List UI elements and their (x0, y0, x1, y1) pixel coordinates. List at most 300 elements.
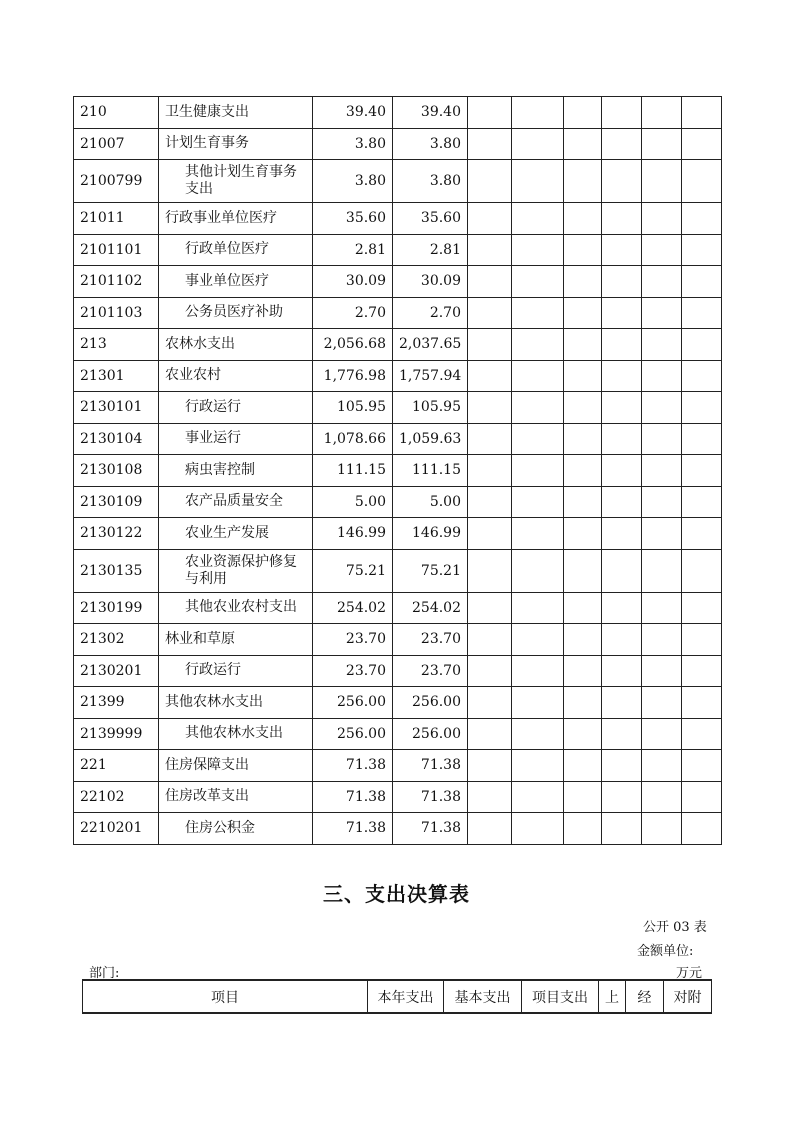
empty-cell (564, 360, 602, 392)
header-operating: 经 (626, 980, 664, 1013)
empty-cell (468, 518, 512, 550)
header-subsidy: 对附 (664, 980, 712, 1013)
empty-cell (642, 160, 682, 203)
row-amount-total (313, 128, 393, 160)
row-amount-basic-text: 2.70 (429, 304, 461, 321)
row-name-text: 住房公积金 (185, 819, 255, 836)
row-name-text: 事业单位医疗 (185, 272, 269, 289)
row-amount-total (313, 234, 393, 266)
row-amount-total-text: 5.00 (354, 493, 386, 510)
row-amount-basic (393, 455, 468, 487)
table-row (74, 687, 722, 719)
row-code-text: 2130104 (80, 430, 143, 447)
row-name (159, 549, 313, 592)
section-title: 三、支出决算表 (323, 882, 470, 906)
empty-cell (564, 549, 602, 592)
empty-cell (512, 297, 564, 329)
row-code (74, 329, 159, 361)
row-code-text: 210 (80, 104, 107, 121)
header-row (83, 980, 712, 1013)
empty-cell (602, 203, 642, 235)
row-name-text: 卫生健康支出 (165, 103, 249, 120)
table-row (74, 160, 722, 203)
row-amount-total (313, 813, 393, 845)
empty-cell (602, 781, 642, 813)
table-row (74, 624, 722, 656)
table-row (74, 203, 722, 235)
empty-cell (602, 549, 642, 592)
empty-cell (682, 750, 722, 782)
row-name-text: 农业生产发展 (185, 524, 269, 541)
row-code-text: 2130201 (80, 662, 143, 679)
row-code (74, 392, 159, 424)
empty-cell (642, 518, 682, 550)
empty-cell (682, 455, 722, 487)
row-amount-total-text: 23.70 (345, 631, 386, 648)
empty-cell (564, 518, 602, 550)
empty-cell (564, 203, 602, 235)
row-amount-total (313, 423, 393, 455)
empty-cell (602, 329, 642, 361)
row-amount-total-text: 2.81 (354, 241, 386, 258)
empty-cell (682, 128, 722, 160)
empty-cell (642, 655, 682, 687)
row-code-text: 2130109 (80, 493, 143, 510)
empty-cell (642, 687, 682, 719)
row-code (74, 234, 159, 266)
row-name (159, 97, 313, 129)
empty-cell (602, 160, 642, 203)
empty-cell (512, 392, 564, 424)
empty-cell (468, 329, 512, 361)
row-name (159, 687, 313, 719)
empty-cell (682, 624, 722, 656)
row-amount-basic (393, 486, 468, 518)
row-amount-basic-text: 2,037.65 (399, 336, 462, 353)
empty-cell (564, 750, 602, 782)
empty-cell (468, 655, 512, 687)
row-code-text: 221 (80, 757, 107, 774)
row-amount-total (313, 486, 393, 518)
empty-cell (468, 750, 512, 782)
row-code (74, 549, 159, 592)
empty-cell (564, 486, 602, 518)
empty-cell (468, 423, 512, 455)
row-amount-total (313, 392, 393, 424)
row-amount-basic-text: 1,757.94 (399, 367, 462, 384)
table-row (74, 718, 722, 750)
empty-cell (602, 128, 642, 160)
row-name (159, 486, 313, 518)
empty-cell (602, 718, 642, 750)
unit-value: 万元 (676, 966, 703, 981)
department-label: 部门: (89, 966, 120, 981)
row-code-text: 2130199 (80, 599, 143, 616)
row-amount-total-text: 2,056.68 (323, 336, 386, 353)
row-amount-total (313, 266, 393, 298)
row-code (74, 360, 159, 392)
empty-cell (602, 518, 642, 550)
row-amount-basic-text: 30.09 (420, 273, 461, 290)
empty-cell (602, 392, 642, 424)
empty-cell (512, 687, 564, 719)
row-amount-total-text: 3.80 (354, 173, 386, 189)
empty-cell (642, 549, 682, 592)
empty-cell (564, 423, 602, 455)
empty-cell (468, 455, 512, 487)
empty-cell (468, 718, 512, 750)
empty-cell (468, 592, 512, 624)
row-amount-basic (393, 549, 468, 592)
header-basic: 基本支出 (444, 980, 522, 1013)
row-name-text: 其他农林水支出 (185, 725, 283, 742)
empty-cell (682, 97, 722, 129)
row-name (159, 592, 313, 624)
row-amount-basic-text: 256.00 (412, 694, 461, 711)
row-code (74, 423, 159, 455)
empty-cell (564, 329, 602, 361)
row-name (159, 518, 313, 550)
empty-cell (468, 549, 512, 592)
table-row (74, 813, 722, 845)
row-name (159, 203, 313, 235)
row-amount-total (313, 518, 393, 550)
row-code-text: 2130101 (80, 399, 143, 416)
row-code-text: 2101101 (80, 241, 143, 258)
row-amount-basic (393, 592, 468, 624)
row-code (74, 297, 159, 329)
empty-cell (564, 97, 602, 129)
empty-cell (512, 203, 564, 235)
row-code (74, 455, 159, 487)
row-name-text: 住房保障支出 (165, 756, 249, 773)
row-code-text: 21302 (80, 631, 125, 648)
empty-cell (468, 234, 512, 266)
row-amount-basic (393, 781, 468, 813)
row-amount-basic-text: 23.70 (420, 662, 461, 679)
row-amount-total (313, 750, 393, 782)
row-code-text: 2101102 (80, 273, 143, 290)
row-name (159, 750, 313, 782)
empty-cell (512, 750, 564, 782)
empty-cell (564, 592, 602, 624)
empty-cell (642, 455, 682, 487)
empty-cell (602, 423, 642, 455)
row-code (74, 813, 159, 845)
row-amount-basic-text: 105.95 (412, 399, 461, 416)
empty-cell (468, 813, 512, 845)
empty-cell (564, 392, 602, 424)
row-name-text: 住房改革支出 (165, 788, 249, 805)
empty-cell (642, 392, 682, 424)
empty-cell (602, 750, 642, 782)
empty-cell (642, 203, 682, 235)
row-amount-total-text: 71.38 (345, 788, 386, 805)
empty-cell (512, 128, 564, 160)
row-amount-basic-text: 146.99 (412, 525, 461, 542)
row-amount-total-text: 75.21 (345, 562, 386, 579)
table-row (74, 234, 722, 266)
table-row (74, 266, 722, 298)
empty-cell (682, 592, 722, 624)
row-name-text: 计划生育事务 (165, 135, 249, 152)
empty-cell (602, 455, 642, 487)
empty-cell (642, 266, 682, 298)
row-amount-basic-text: 23.70 (420, 631, 461, 648)
table-row (74, 392, 722, 424)
row-amount-total (313, 549, 393, 592)
empty-cell (468, 624, 512, 656)
row-code (74, 486, 159, 518)
empty-cell (642, 128, 682, 160)
row-amount-total-text: 146.99 (337, 525, 386, 542)
row-amount-basic (393, 423, 468, 455)
row-name (159, 781, 313, 813)
row-name (159, 624, 313, 656)
table-row (74, 750, 722, 782)
row-name-text: 公务员医疗补助 (185, 304, 283, 321)
empty-cell (564, 813, 602, 845)
header-project: 项目支出 (522, 980, 599, 1013)
row-code (74, 687, 159, 719)
row-amount-total (313, 624, 393, 656)
empty-cell (468, 360, 512, 392)
row-code (74, 592, 159, 624)
row-amount-basic-text: 71.38 (420, 757, 461, 774)
row-name (159, 813, 313, 845)
row-amount-total (313, 203, 393, 235)
row-amount-total (313, 160, 393, 203)
row-amount-basic (393, 687, 468, 719)
row-code-text: 21011 (80, 210, 125, 227)
row-name-text: 农林水支出 (165, 335, 235, 352)
empty-cell (602, 655, 642, 687)
row-name-text: 行政运行 (185, 398, 241, 415)
row-amount-basic-text: 3.80 (429, 173, 461, 189)
empty-cell (642, 486, 682, 518)
empty-cell (602, 234, 642, 266)
table-row (74, 518, 722, 550)
empty-cell (564, 128, 602, 160)
empty-cell (468, 97, 512, 129)
row-amount-basic-text: 256.00 (412, 725, 461, 742)
row-name (159, 329, 313, 361)
row-amount-total-text: 35.60 (345, 210, 386, 227)
row-name-text: 林业和草原 (165, 630, 235, 647)
empty-cell (682, 687, 722, 719)
empty-cell (602, 687, 642, 719)
empty-cell (468, 486, 512, 518)
empty-cell (682, 549, 722, 592)
row-amount-basic-text: 254.02 (412, 599, 461, 616)
row-code (74, 203, 159, 235)
row-amount-basic (393, 97, 468, 129)
empty-cell (468, 160, 512, 203)
empty-cell (468, 297, 512, 329)
row-amount-basic-text: 5.00 (429, 493, 461, 510)
row-code (74, 781, 159, 813)
empty-cell (512, 97, 564, 129)
empty-cell (682, 486, 722, 518)
empty-cell (512, 486, 564, 518)
table-row (74, 97, 722, 129)
table-row (74, 455, 722, 487)
row-code-text: 2130135 (80, 562, 143, 579)
empty-cell (682, 655, 722, 687)
empty-cell (564, 297, 602, 329)
empty-cell (682, 160, 722, 203)
empty-cell (602, 624, 642, 656)
table-row (74, 423, 722, 455)
empty-cell (468, 266, 512, 298)
row-amount-basic (393, 203, 468, 235)
row-amount-total (313, 297, 393, 329)
row-amount-basic-text: 39.40 (420, 104, 461, 121)
row-amount-total (313, 592, 393, 624)
empty-cell (642, 329, 682, 361)
empty-cell (602, 360, 642, 392)
empty-cell (564, 624, 602, 656)
row-code-text: 2100799 (80, 173, 143, 189)
row-name (159, 392, 313, 424)
table-row (74, 128, 722, 160)
row-amount-basic (393, 297, 468, 329)
empty-cell (642, 718, 682, 750)
row-amount-basic (393, 624, 468, 656)
row-code (74, 97, 159, 129)
row-code (74, 266, 159, 298)
table-row (74, 549, 722, 592)
row-amount-basic-text: 75.21 (420, 562, 461, 579)
row-amount-total-text: 111.15 (337, 462, 386, 479)
row-amount-basic-text: 111.15 (412, 462, 461, 479)
empty-cell (682, 718, 722, 750)
table-row (74, 329, 722, 361)
row-amount-basic-text: 71.38 (420, 820, 461, 837)
row-amount-basic (393, 329, 468, 361)
header-this-year: 本年支出 (368, 980, 444, 1013)
row-amount-basic (393, 655, 468, 687)
row-code (74, 624, 159, 656)
row-amount-basic (393, 360, 468, 392)
row-amount-total (313, 718, 393, 750)
row-code-text: 2210201 (80, 820, 143, 837)
empty-cell (564, 781, 602, 813)
row-amount-basic (393, 160, 468, 203)
row-name-text: 行政事业单位医疗 (165, 209, 277, 226)
empty-cell (602, 266, 642, 298)
unit-label: 金额单位: (637, 944, 694, 959)
header-item: 项目 (83, 980, 368, 1013)
row-amount-basic-text: 2.81 (429, 241, 461, 258)
table-row (74, 297, 722, 329)
row-amount-total-text: 30.09 (345, 273, 386, 290)
row-amount-total-text: 256.00 (337, 694, 386, 711)
empty-cell (682, 266, 722, 298)
empty-cell (512, 518, 564, 550)
row-amount-total-text: 3.80 (354, 135, 386, 152)
row-name-text: 农产品质量安全 (185, 493, 283, 510)
empty-cell (512, 234, 564, 266)
expenditure-header-table (82, 979, 712, 1014)
empty-cell (682, 297, 722, 329)
row-amount-total (313, 781, 393, 813)
empty-cell (512, 624, 564, 656)
row-name (159, 455, 313, 487)
empty-cell (564, 234, 602, 266)
row-amount-basic (393, 718, 468, 750)
row-code-text: 213 (80, 336, 107, 353)
table-body (74, 97, 722, 845)
row-name (159, 160, 313, 203)
empty-cell (512, 655, 564, 687)
empty-cell (512, 160, 564, 203)
row-name (159, 297, 313, 329)
row-amount-basic-text: 3.80 (429, 135, 461, 152)
row-amount-basic (393, 266, 468, 298)
row-amount-total (313, 455, 393, 487)
empty-cell (468, 392, 512, 424)
empty-cell (512, 423, 564, 455)
empty-cell (512, 592, 564, 624)
row-name (159, 128, 313, 160)
empty-cell (564, 160, 602, 203)
row-amount-total-text: 254.02 (337, 599, 386, 616)
row-amount-basic (393, 234, 468, 266)
empty-cell (512, 266, 564, 298)
row-name-text: 农业农村 (165, 367, 221, 384)
row-name (159, 423, 313, 455)
table-row (74, 360, 722, 392)
empty-cell (602, 486, 642, 518)
empty-cell (642, 750, 682, 782)
row-name-text: 其他农业农村支出 (185, 599, 297, 616)
row-amount-total (313, 655, 393, 687)
row-name (159, 360, 313, 392)
row-amount-total-text: 256.00 (337, 725, 386, 742)
row-code-text: 22102 (80, 788, 125, 805)
empty-cell (602, 97, 642, 129)
row-amount-total-text: 71.38 (345, 757, 386, 774)
row-code (74, 750, 159, 782)
empty-cell (682, 518, 722, 550)
row-code-text: 2130122 (80, 525, 143, 542)
row-amount-basic (393, 128, 468, 160)
empty-cell (602, 813, 642, 845)
row-amount-basic (393, 750, 468, 782)
empty-cell (682, 423, 722, 455)
empty-cell (682, 781, 722, 813)
row-name (159, 234, 313, 266)
row-amount-total-text: 1,078.66 (323, 430, 386, 447)
empty-cell (642, 423, 682, 455)
empty-cell (564, 655, 602, 687)
row-name-text: 事业运行 (185, 430, 241, 447)
empty-cell (642, 813, 682, 845)
row-name-text: 其他农林水支出 (165, 693, 263, 710)
table-row (74, 781, 722, 813)
empty-cell (682, 813, 722, 845)
empty-cell (468, 781, 512, 813)
row-amount-total-text: 1,776.98 (323, 367, 386, 384)
empty-cell (682, 392, 722, 424)
row-amount-total (313, 687, 393, 719)
row-amount-total-text: 105.95 (337, 399, 386, 416)
empty-cell (642, 297, 682, 329)
table-row (74, 592, 722, 624)
empty-cell (642, 781, 682, 813)
row-amount-basic (393, 392, 468, 424)
